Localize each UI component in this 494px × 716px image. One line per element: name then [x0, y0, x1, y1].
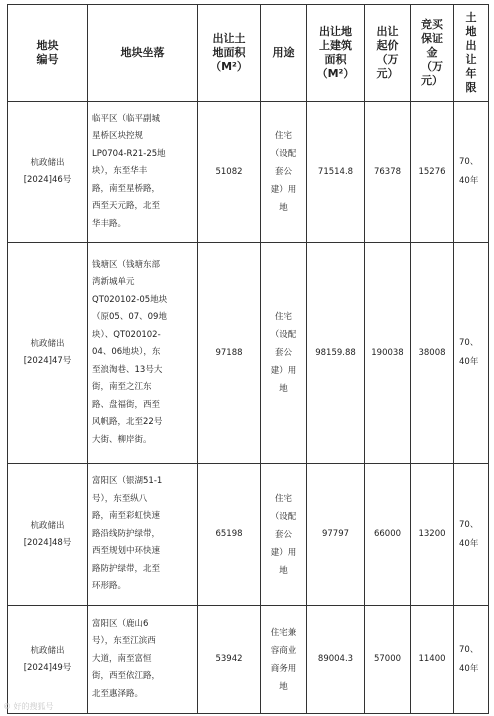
cell-years: 70、 40年	[454, 464, 489, 606]
table-row	[8, 606, 489, 714]
cell-start-price: 190038	[365, 243, 411, 464]
cell-code: 杭政储出 [2024]48号	[8, 464, 88, 606]
land-auction-table	[7, 4, 489, 714]
cell-building-area: 89004.3	[307, 606, 365, 714]
cell-deposit: 11400	[411, 606, 454, 714]
header-building-area: 出让地 上建筑 面积 （M²）	[307, 5, 365, 102]
cell-location: 临平区（临平副城 星桥区块控规 LP0704-R21-25地 块），东至华丰 路，南至星桥路， 西至天元路，北至 华丰路。	[88, 102, 198, 243]
cell-code: 杭政储出 [2024]47号	[8, 243, 88, 464]
cell-years: 70、 40年	[454, 243, 489, 464]
table-row	[8, 464, 489, 606]
cell-deposit: 13200	[411, 464, 454, 606]
cell-deposit: 38008	[411, 243, 454, 464]
cell-use: 住宅 （设配 套公 建）用 地	[261, 243, 307, 464]
header-use: 用途	[261, 5, 307, 102]
cell-location: 富阳区（银湖51-1 号），东至纵八 路，南至彩虹快速 路沿线防护绿带， 西至规划中环快速 路防护绿带，北至 环形路。	[88, 464, 198, 606]
watermark: © 好的搜狐号	[3, 702, 54, 711]
header-code: 地块 编号	[8, 5, 88, 102]
header-years: 土 地 出 让 年 限	[454, 5, 489, 102]
table-row	[8, 243, 489, 464]
cell-years: 70、 40年	[454, 102, 489, 243]
cell-building-area: 98159.88	[307, 243, 365, 464]
cell-start-price: 57000	[365, 606, 411, 714]
cell-use: 住宅 （设配 套公 建）用 地	[261, 464, 307, 606]
header-deposit: 竞买 保证 金 （万 元）	[411, 5, 454, 102]
cell-years: 70、 40年	[454, 606, 489, 714]
cell-code: 杭政储出 [2024]49号	[8, 606, 88, 714]
cell-area: 65198	[198, 464, 261, 606]
table-row	[8, 102, 489, 243]
cell-start-price: 66000	[365, 464, 411, 606]
header-location: 地块坐落	[88, 5, 198, 102]
cell-area: 53942	[198, 606, 261, 714]
header-row	[8, 5, 489, 102]
cell-use: 住宅 （设配 套公 建）用 地	[261, 102, 307, 243]
cell-location: 富阳区（鹿山6 号），东至江滨西 大道，南至富恒 街，西至依江路， 北至惠泽路。	[88, 606, 198, 714]
cell-location: 钱塘区（钱塘东部 湾新城单元 QT020102-05地块 （原05、07、09地 块）、QT020102- 04、06地块），东 至浪淘巷、13号大 街，南至之江东 路、盘福街，西至 风帆路，北至22号 大街、柳岸街。	[88, 243, 198, 464]
cell-building-area: 97797	[307, 464, 365, 606]
cell-start-price: 76378	[365, 102, 411, 243]
header-area: 出让土 地面积 （M²）	[198, 5, 261, 102]
header-start-price: 出让 起价 （万 元）	[365, 5, 411, 102]
cell-area: 97188	[198, 243, 261, 464]
cell-area: 51082	[198, 102, 261, 243]
cell-deposit: 15276	[411, 102, 454, 243]
cell-use: 住宅兼 容商业 商务用 地	[261, 606, 307, 714]
cell-building-area: 71514.8	[307, 102, 365, 243]
cell-code: 杭政储出 [2024]46号	[8, 102, 88, 243]
